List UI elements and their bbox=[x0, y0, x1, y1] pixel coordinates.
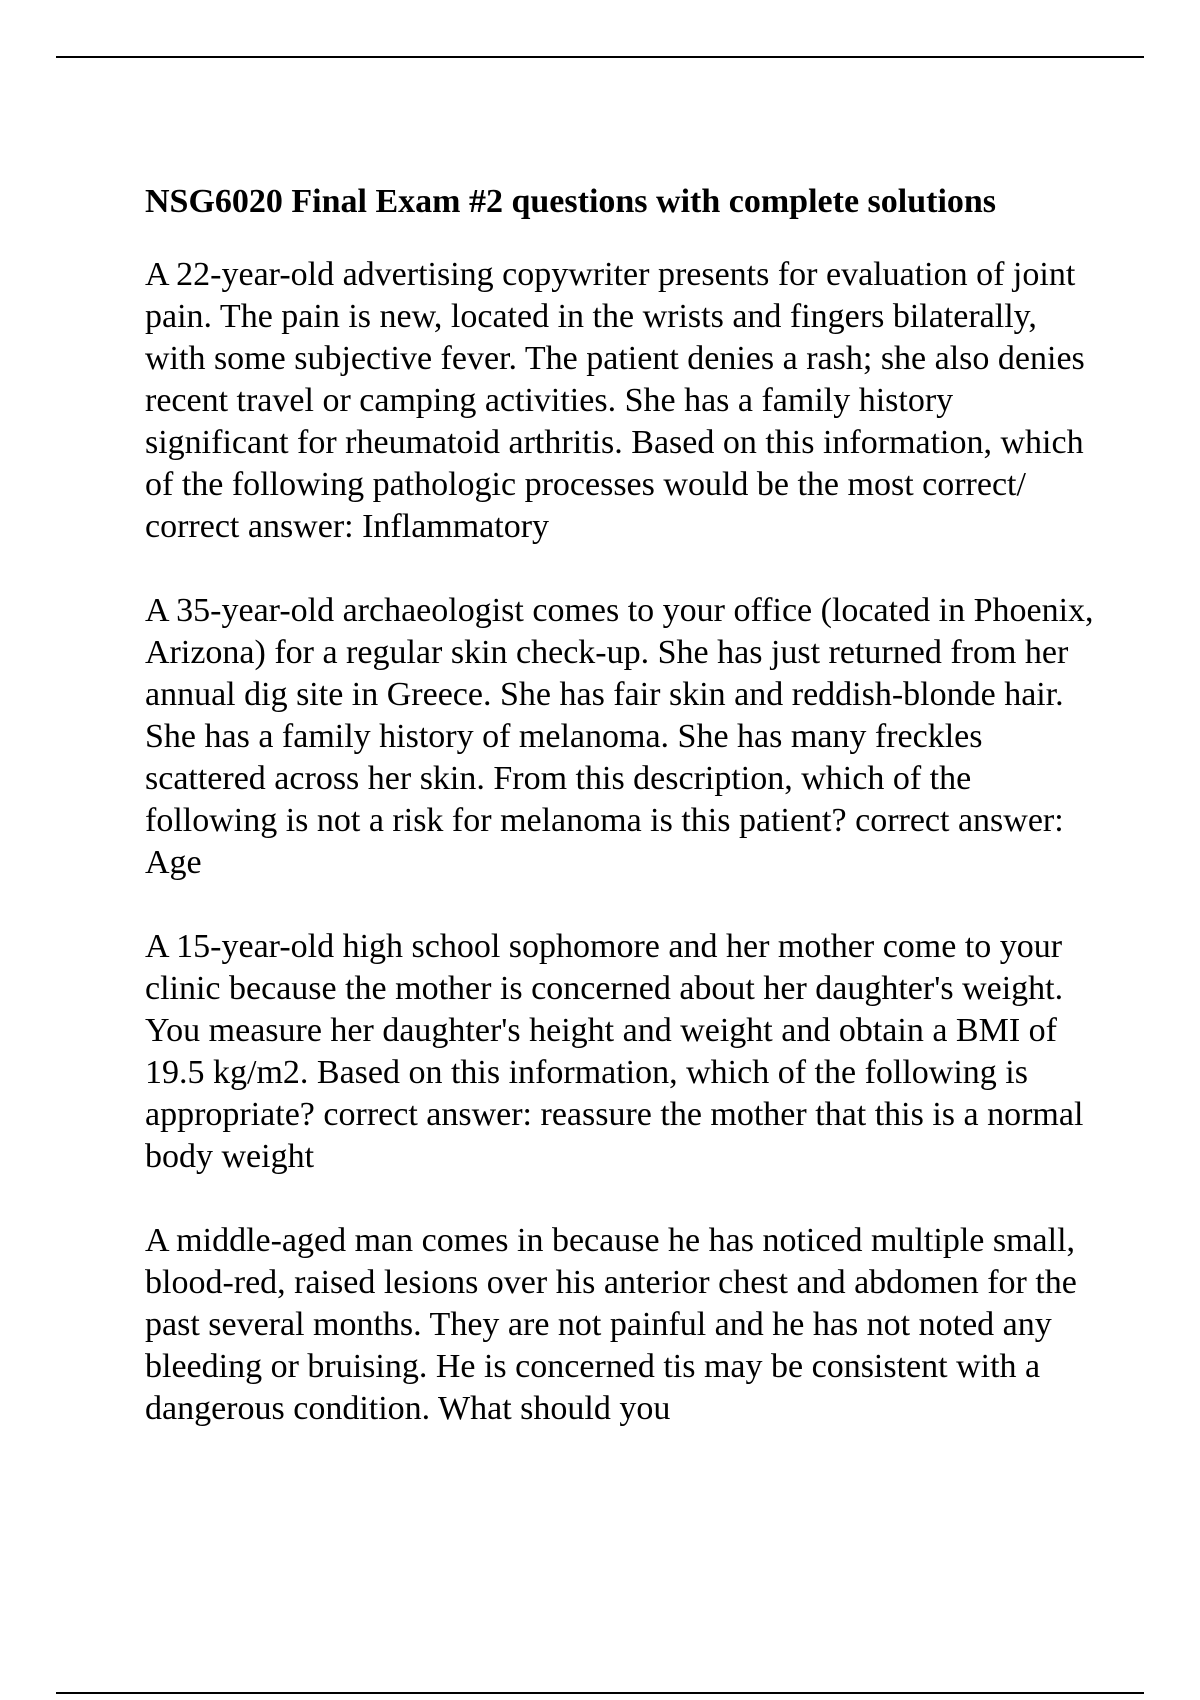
bottom-rule bbox=[56, 1692, 1144, 1694]
top-rule bbox=[56, 56, 1144, 58]
question-3: A 15-year-old high school sophomore and her mother come to your clinic because the mother is concerned about her daughter's weight. You measure her daughter's height and weight and obtain a BMI of 19.5 kg/m2. Based on this information, which of the following is appropriate? correct answer: reassure the mother that this is a normal body weight bbox=[145, 928, 1084, 1175]
question-2: A 35-year-old archaeologist comes to your office (located in Phoenix, Arizona) for a regular skin check-up. She has just returned from her annual dig site in Greece. She has fair skin and reddish-blonde hair. She has a family history of melanoma. She has many freckles scattered across her skin. From this description, which of the following is not a risk for melanoma is this patient? correct answer: Age bbox=[145, 592, 1094, 881]
question-4: A middle-aged man comes in because he has noticed multiple small, blood-red, raised lesions over his anterior chest and abdomen for the past several months. They are not painful and he has not noted any bleeding or bruising. He is concerned tis may be consistent with a dangerous condition. What should you bbox=[145, 1222, 1077, 1427]
question-1: A 22-year-old advertising copywriter presents for evaluation of joint pain. The pain is new, located in the wrists and fingers bilaterally, with some subjective fever. The patient denies a rash; she also denies recent travel or camping activities. She has a family history significant for rheumatoid arthritis. Based on this information, which of the following pathologic processes would be the most correct/ correct answer: Inflammatory bbox=[145, 256, 1085, 545]
document-body bbox=[145, 178, 1105, 1472]
document-title: NSG6020 Final Exam #2 questions with complete solutions bbox=[145, 183, 997, 220]
